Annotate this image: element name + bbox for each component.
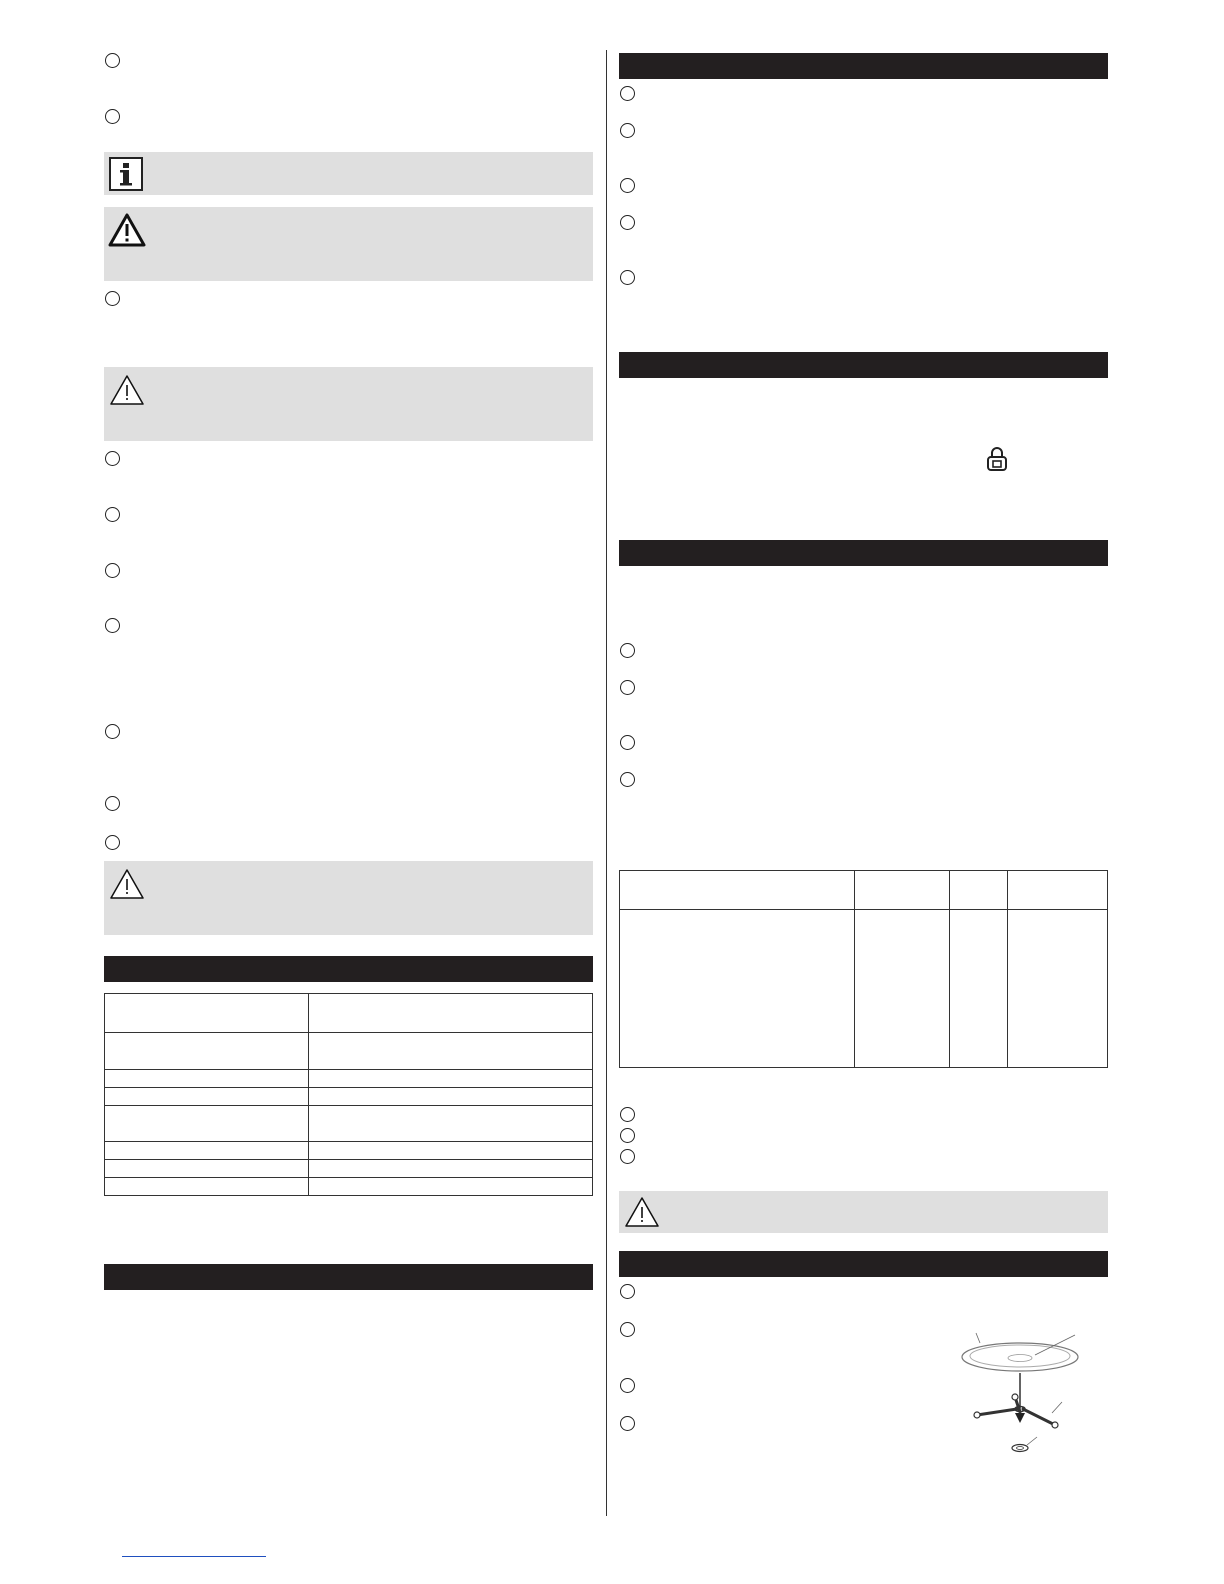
table-row — [105, 1160, 593, 1178]
list-bullet — [620, 123, 635, 138]
padlock-icon — [986, 446, 1008, 472]
list-bullet — [620, 270, 635, 285]
section-header-bar — [619, 1251, 1108, 1277]
table-row — [105, 1033, 593, 1070]
list-bullet — [620, 680, 635, 695]
table-row — [105, 1178, 593, 1196]
column-divider — [606, 50, 607, 1516]
cooking-table — [619, 870, 1108, 1068]
section-header-bar — [619, 352, 1108, 378]
specifications-table — [104, 993, 593, 1196]
table-row — [105, 1106, 593, 1142]
list-bullet — [620, 643, 635, 658]
section-header-bar — [619, 540, 1108, 566]
table-row — [105, 994, 593, 1033]
list-bullet — [620, 1128, 635, 1143]
turntable-assembly-diagram — [955, 1325, 1090, 1465]
list-bullet — [620, 178, 635, 193]
list-bullet — [105, 563, 120, 578]
warning-triangle-icon — [108, 213, 146, 247]
list-bullet — [620, 86, 635, 101]
list-bullet — [105, 835, 120, 850]
caution-note-box — [619, 1191, 1108, 1233]
section-header-bar — [104, 956, 593, 982]
list-bullet — [105, 53, 120, 68]
warning-note-box — [104, 207, 593, 281]
list-bullet — [105, 724, 120, 739]
table-row — [620, 910, 1108, 1068]
list-bullet — [105, 291, 120, 306]
table-row — [105, 1070, 593, 1088]
caution-note-box — [104, 861, 593, 935]
list-bullet — [105, 618, 120, 633]
list-bullet — [620, 735, 635, 750]
section-header-bar — [619, 53, 1108, 79]
info-icon — [109, 157, 143, 191]
table-row — [105, 1142, 593, 1160]
footer-link-underline[interactable] — [122, 1556, 266, 1557]
list-bullet — [620, 1416, 635, 1431]
warning-triangle-icon — [623, 1195, 661, 1229]
list-bullet — [620, 1378, 635, 1393]
info-note-box — [104, 152, 593, 195]
list-bullet — [105, 796, 120, 811]
caution-note-box — [104, 367, 593, 441]
list-bullet — [620, 1322, 635, 1337]
warning-triangle-icon — [108, 373, 146, 407]
list-bullet — [620, 772, 635, 787]
list-bullet — [105, 109, 120, 124]
table-row — [620, 871, 1108, 910]
list-bullet — [620, 1107, 635, 1122]
section-header-bar — [104, 1264, 593, 1290]
list-bullet — [620, 215, 635, 230]
table-row — [105, 1088, 593, 1106]
warning-triangle-icon — [108, 867, 146, 901]
list-bullet — [105, 507, 120, 522]
list-bullet — [620, 1284, 635, 1299]
list-bullet — [620, 1149, 635, 1164]
list-bullet — [105, 451, 120, 466]
